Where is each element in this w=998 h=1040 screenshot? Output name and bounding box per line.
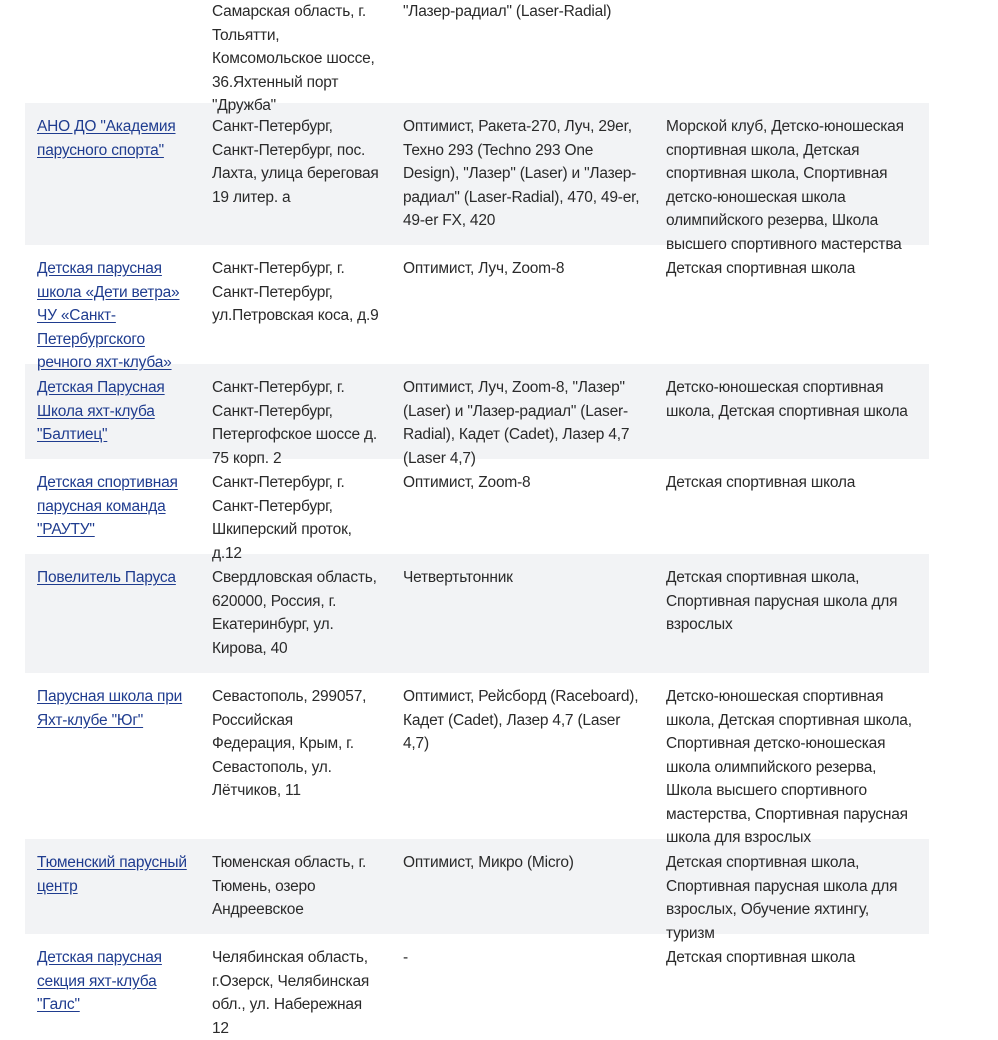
table-row — [25, 554, 929, 673]
club-name-cell — [25, 257, 200, 371]
boat-classes: Оптимист, Ракета-270, Луч, 29er, Техно 293 (Techno 293 One Design), "Лазер" (Laser) и "Лазер-радиал" (Laser-Radial), 470, 49-er, 49-er FX, 420 — [403, 118, 640, 229]
clubs-table — [25, 0, 929, 1037]
club-link[interactable]: Повелитель Паруса — [37, 569, 176, 586]
club-address: Свердловская область, 620000, Россия, г. Екатеринбург, ул. Кирова, 40 — [212, 569, 377, 657]
school-type: Детская спортивная школа — [666, 949, 856, 966]
club-name-cell — [25, 471, 200, 542]
club-name-cell — [25, 376, 200, 447]
club-name-cell — [25, 115, 200, 233]
boat-classes: Оптимист, Луч, Zoom-8, "Лазер" (Laser) и "Лазер-радиал" (Laser-Radial), Кадет (Cadet), Лазер 4,7 (Laser 4,7) — [403, 379, 630, 467]
table-row — [25, 245, 929, 371]
table-row — [25, 0, 929, 114]
club-address: Санкт-Петербург, Санкт-Петербург, пос. Лахта, улица береговая 19 литер. а — [212, 118, 379, 206]
table-row — [25, 459, 929, 562]
club-address: Санкт-Петербург, г. Санкт-Петербург, ул.Петровская коса, д.9 — [212, 260, 379, 324]
school-type — [654, 0, 929, 91]
boat-classes: Оптимист, Рейсборд (Raceboard), Кадет (Cadet), Лазер 4,7 (Laser 4,7) — [403, 688, 639, 752]
table-row — [25, 673, 929, 846]
boat-classes: Оптимист, Микро (Micro) — [403, 854, 574, 871]
school-type: Морской клуб, Детско-юношеская спортивная школа, Детская спортивная школа, Спортивная детско-юношеская школа олимпийского резерва, Школа высшего спортивного мастерства — [666, 118, 904, 253]
school-type: Детско-юношеская спортивная школа, Детская спортивная школа — [666, 379, 908, 420]
boat-classes: Четвертьтонник — [403, 569, 513, 586]
table-row — [25, 934, 929, 1037]
table-row — [25, 364, 929, 467]
club-link[interactable]: АНО ДО "Академия парусного спорта" — [37, 118, 176, 159]
club-name-cell — [25, 0, 200, 91]
club-address: Санкт-Петербург, г. Санкт-Петербург, Петергофское шоссе д. 75 корп. 2 — [212, 379, 377, 467]
boat-classes: Оптимист, Луч, Zoom-8 — [403, 260, 565, 277]
club-link[interactable]: Парусная школа при Яхт-клубе "Юг" — [37, 688, 183, 729]
club-name-cell — [25, 946, 200, 1017]
club-address: Севастополь, 299057, Российская Федерация, Крым, г. Севастополь, ул. Лётчиков, 11 — [212, 688, 367, 799]
club-name-cell — [25, 851, 200, 922]
club-name-cell — [25, 566, 200, 661]
school-type: Детско-юношеская спортивная школа, Детская спортивная школа, Спортивная детско-юношеская школа олимпийского резерва, Школа высшего спортивного мастерства, Спортивная парусная школа для взрослых — [666, 688, 912, 846]
school-type: Детская спортивная школа, Спортивная парусная школа для взрослых — [666, 569, 898, 633]
club-link[interactable]: Детская спортивная парусная команда "РАУТУ" — [37, 474, 178, 538]
club-name-cell — [25, 685, 200, 827]
club-address: Санкт-Петербург, г. Санкт-Петербург, Шкиперский проток, д.12 — [212, 474, 352, 562]
school-type: Детская спортивная школа, Спортивная парусная школа для взрослых, Обучение яхтингу, туризм — [666, 854, 898, 942]
table-row — [25, 839, 929, 942]
club-link[interactable]: Тюменский парусный центр — [37, 854, 187, 895]
school-type: Детская спортивная школа — [666, 474, 856, 491]
boat-classes: - — [403, 949, 408, 966]
club-link[interactable]: Детская Парусная Школа яхт-клуба "Балтиец" — [37, 379, 165, 443]
club-link[interactable]: Детская парусная школа «Дети ветра» ЧУ «Санкт-Петербургского речного яхт-клуба» — [37, 260, 180, 371]
boat-classes: Оптимист, Zoom-8 — [403, 474, 531, 491]
club-link[interactable]: Детская парусная секция яхт-клуба "Галс" — [37, 949, 162, 1013]
club-address: Самарская область, г. Тольятти, Комсомольское шоссе, 36.Яхтенный порт "Дружба" — [212, 3, 375, 114]
school-type: Детская спортивная школа — [666, 260, 856, 277]
club-address: Челябинская область, г.Озерск, Челябинская обл., ул. Набережная 12 — [212, 949, 370, 1037]
table-row — [25, 103, 929, 253]
club-address: Тюменская область, г. Тюмень, озеро Андреевское — [212, 854, 367, 918]
boat-classes: "Лазер-радиал" (Laser-Radial) — [403, 3, 612, 20]
